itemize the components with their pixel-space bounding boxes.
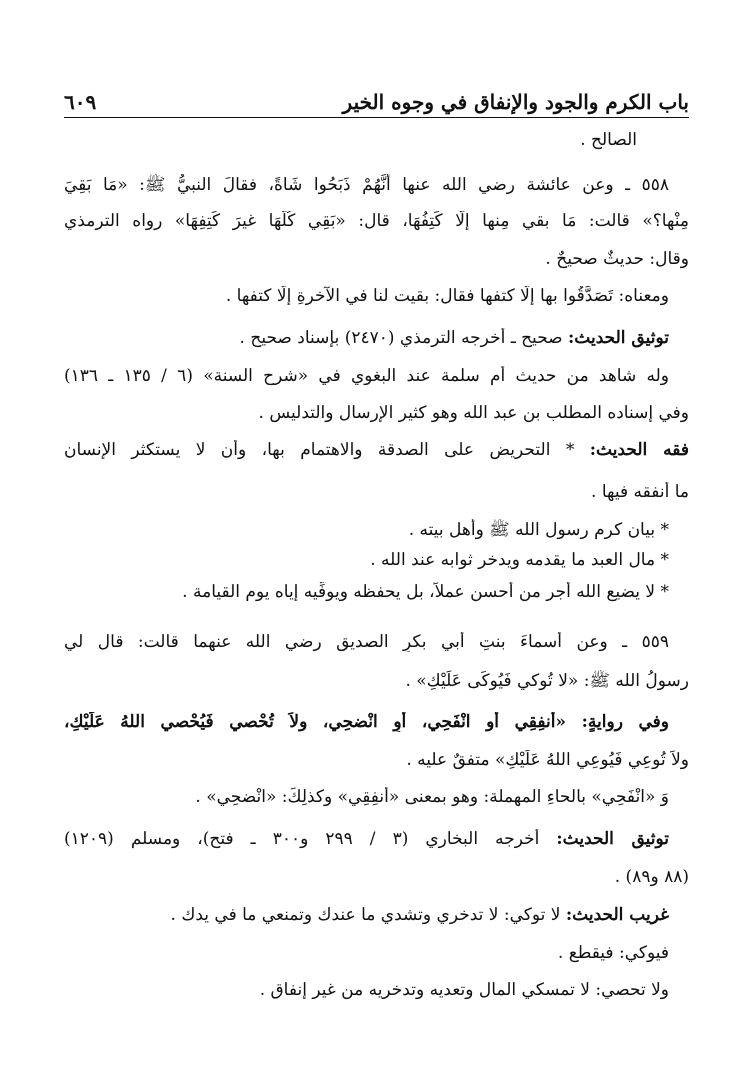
jurisprudence-line: فقه الحديث: * التحريض على الصدقة والاهتمام بها، وأن لا يستكثر الإنسان xyxy=(64,440,689,460)
authentication-line: وفي إسناده المطلب بن عبد الله وهو كثير الإرسال والتدليس . xyxy=(258,403,689,423)
hadith-558-line: مِنْها؟» قالت: مَا بقي مِنها إلَّا كَتِفُهَا، قال: «بَقِي كُلُّهَا غيرَ كَتِفِهَا» رواه الترمذي xyxy=(64,211,689,231)
hadith-559-line: ٥٥٩ ـ وعن أسماءَ بنتِ أبي بكرٍ الصديق رضي الله عنهما قالت: قال لي xyxy=(64,632,669,652)
meaning-line: ومعناه: تَصَدَّقُوا بها إلَّا كتفها فقال: بقيت لنا في الآخرةِ إلَّا كتفها . xyxy=(225,286,669,306)
vocabulary-line: فيوكي: فيقطع . xyxy=(557,943,669,963)
section-label: توثيق الحديث: xyxy=(568,328,669,348)
hadith-559-line: وفي روايةٍ: «أَنفِقِي أو انْفَحِي، أوِ انْضحِي، ولاَ تُحْصي فَيُحْصي اللهُ عَلَيْكِ، xyxy=(64,712,669,732)
vocabulary-line: غريب الحديث: لا توكي: لا تدخري وتشدي ما عندك وتمنعي ما في يدك . xyxy=(170,905,669,925)
vocabulary-line: ولا تحصي: لا تمسكي المال وتعديه وتدخريه من غير إنفاق . xyxy=(259,980,669,1000)
page-number: ٦٠٩ xyxy=(64,90,97,114)
hadith-558-line: وقال: حديثٌ صحيحٌ . xyxy=(545,249,689,269)
text-line: الصالح . xyxy=(580,130,637,150)
bullet-item: * مال العبد ما يقدمه ويدخر ثوابه عند الله . xyxy=(370,550,669,570)
bullet-item: * لا يضيع الله أجر من أحسن عملاً، بل يحفظه ويوفِّيه إياه يوم القيامة . xyxy=(182,582,669,602)
section-label: توثيق الحديث: xyxy=(556,829,669,849)
authentication-line: وله شاهد من حديث أم سلمة عند البغوي في «شرح السنة» (٦ / ١٣٥ ـ ١٣٦) xyxy=(64,366,669,386)
section-label: غريب الحديث: xyxy=(565,905,669,925)
jurisprudence-line: ما أنفقه فيها . xyxy=(591,482,689,502)
chapter-title: باب الكرم والجود والإنفاق في وجوه الخير xyxy=(342,90,689,114)
authentication-line: توثيق الحديث: أخرجه البخاري (٣ / ٢٩٩ و٣٠٠ ـ فتح)، ومسلم (١٢٠٩) xyxy=(64,829,669,849)
hadith-559-line: وَ «انْفَحِي» بالحاءِ المهملة: وهو بمعنى «أَنفِقِي» وكذلِكَ: «انْضحِي» . xyxy=(195,787,669,807)
bullet-item: * بيان كرم رسول الله ﷺ وأهل بيته . xyxy=(408,520,669,540)
header-divider xyxy=(64,117,689,118)
authentication-line: توثيق الحديث: صحيح ـ أخرجه الترمذي (٢٤٧٠) بإسناد صحيح . xyxy=(239,328,669,348)
running-header xyxy=(64,80,689,114)
hadith-559-line: ولاَ تُوعِي فَيُوعِي اللهُ عَلَيْكِ» متفقٌ عليه . xyxy=(406,750,689,770)
authentication-line: (٨٨ و٨٩) . xyxy=(614,867,689,887)
hadith-558-line: ٥٥٨ ـ وعن عائشة رضي الله عنها أَنَّهُمْ ذَبَحُوا شَاةً، فقالَ النبيُّ ﷺ: «مَا بَقِيَ xyxy=(64,175,669,195)
section-label: فقه الحديث: xyxy=(589,440,689,460)
hadith-559-line: رسولُ الله ﷺ: «لا تُوكي فَيُوكَى عَلَيْكِ» . xyxy=(405,671,689,691)
